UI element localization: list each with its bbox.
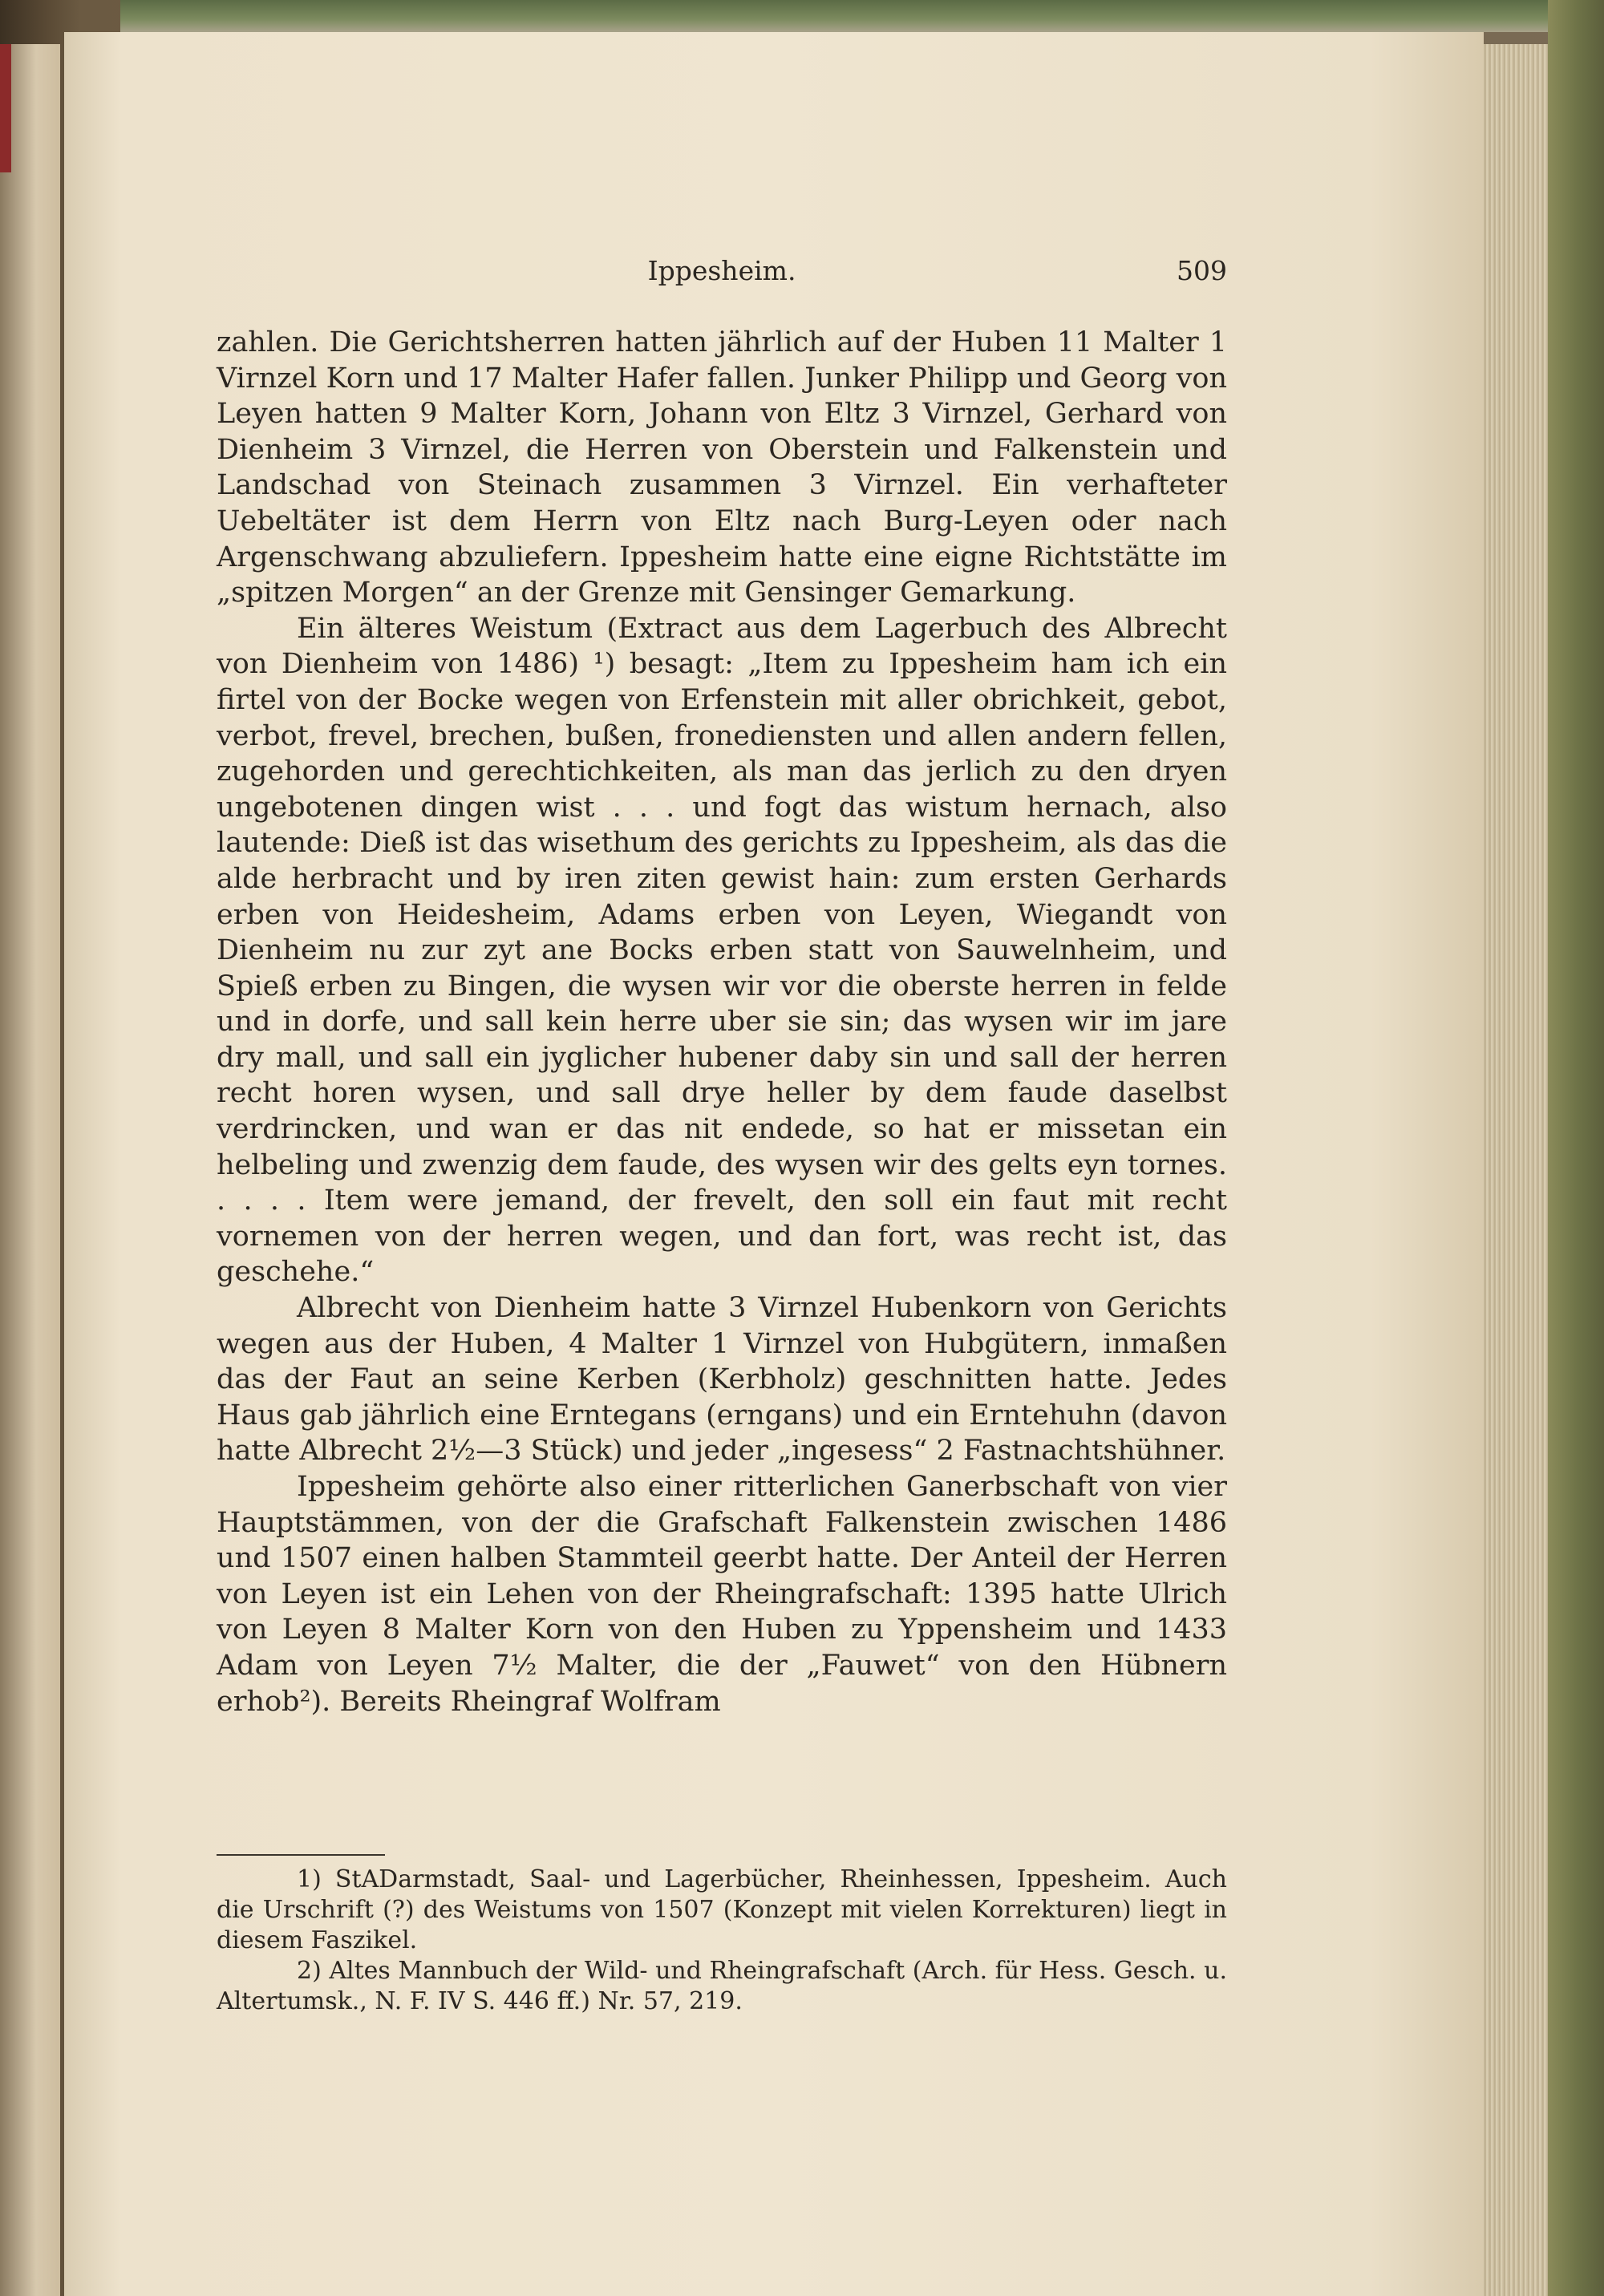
footnote: 2) Altes Mannbuch der Wild- und Rheingrafschaft (Arch. für Hess. Gesch. u. Altertumsk., N. F. IV S. 446 ff.) Nr. 57, 219. <box>217 1957 1227 2015</box>
running-title: Ippesheim. <box>647 255 796 286</box>
footnotes <box>217 1865 1227 2017</box>
left-page-edge <box>0 44 60 2296</box>
page-number: 509 <box>1177 255 1227 286</box>
paragraph: zahlen. Die Gerichtsherren hatten jährlich auf der Huben 11 Malter 1 Virnzel Korn und 17 Malter Hafer fallen. Junker Philipp und Georg von Leyen hatten 9 Malter Korn, Johann von Eltz 3 Virnzel, Gerhard von Dienheim 3 Virnzel, die Herren von Oberstein und Falkenstein und Landschad von Steinach zusammen 3 Virnzel. Ein verhafteter Uebeltäter ist dem Herrn von Eltz nach Burg-Leyen oder nach Argenschwang abzuliefern. Ippesheim hatte eine eigne Richtstätte im „spitzen Morgen“ an der Grenze mit Gensinger Gemarkung. <box>217 326 1227 609</box>
running-header <box>217 255 1227 290</box>
bookmark-ribbon <box>0 44 11 172</box>
book-cover-top <box>120 0 1548 32</box>
body-text <box>217 325 1227 1719</box>
footnote-divider <box>217 1854 385 1856</box>
paragraph: Ein älteres Weistum (Extract aus dem Lagerbuch des Albrecht von Dienheim von 1486) ¹) besagt: „Item zu Ippesheim ham ich ein firtel von der Bocke wegen von Erfenstein mit aller obrichkeit, gebot, verbot, frevel, brechen, bußen, fronediensten und allen andern fellen, zugehorden und gerechtichkeiten, als man das jerlich zu den dryen ungebotenen dingen wist . . . und fogt das wistum hernach, also lautende: Dieß ist das wisethum des gerichts zu Ippesheim, als das die alde herbracht und by iren ziten gewist hain: zum ersten Gerhards erben von Heidesheim, Adams erben von Leyen, Wiegandt von Dienheim nu zur zyt ane Bocks erben statt von Sauwelnheim, und Spieß erben zu Bingen, die wysen wir vor die oberste herren in felde und in dorfe, und sall kein herre uber sie sin; das wysen wir im jare dry mall, und sall ein jyglicher hubener daby sin und sall der herren recht horen wysen, und sall drye heller by dem faude daselbst verdrincken, und wan er das nit endede, so hat er missetan ein helbeling und zwenzig dem faude, des wysen wir des gelts eyn tornes. . . . . Item were jemand, der frevelt, den soll ein faut mit recht vornemen von der herren wegen, und dan fort, was recht ist, das geschehe.“ <box>217 612 1227 1289</box>
paragraph: Ippesheim gehörte also einer ritterlichen Ganerbschaft von vier Hauptstämmen, von der die Grafschaft Falkenstein zwischen 1486 und 1507 einen halben Stammteil geerbt hatte. Der Anteil der Herren von Leyen ist ein Lehen von der Rheingrafschaft: 1395 hatte Ulrich von Leyen 8 Malter Korn von den Huben zu Yppensheim und 1433 Adam von Leyen 7½ Malter, die der „Fauwet“ von den Hübnern erhob²). Bereits Rheingraf Wolfram <box>217 1471 1227 1718</box>
footnote: 1) StADarmstadt, Saal- und Lagerbücher, Rheinhessen, Ippesheim. Auch die Urschrift (?) des Weistums von 1507 (Konzept mit vielen Korrekturen) liegt in diesem Faszikel. <box>217 1865 1227 1954</box>
book-binding <box>1548 0 1604 2296</box>
paragraph: Albrecht von Dienheim hatte 3 Virnzel Hubenkorn von Gerichts wegen aus der Huben, 4 Malter 1 Virnzel von Hubgütern, inmaßen das der Faut an seine Kerben (Kerbholz) geschnitten hatte. Jedes Haus gab jährlich eine Erntegans (erngans) und ein Erntehuhn (davon hatte Albrecht 2½—3 Stück) und jeder „ingesess“ 2 Fastnachtshühner. <box>217 1292 1227 1468</box>
